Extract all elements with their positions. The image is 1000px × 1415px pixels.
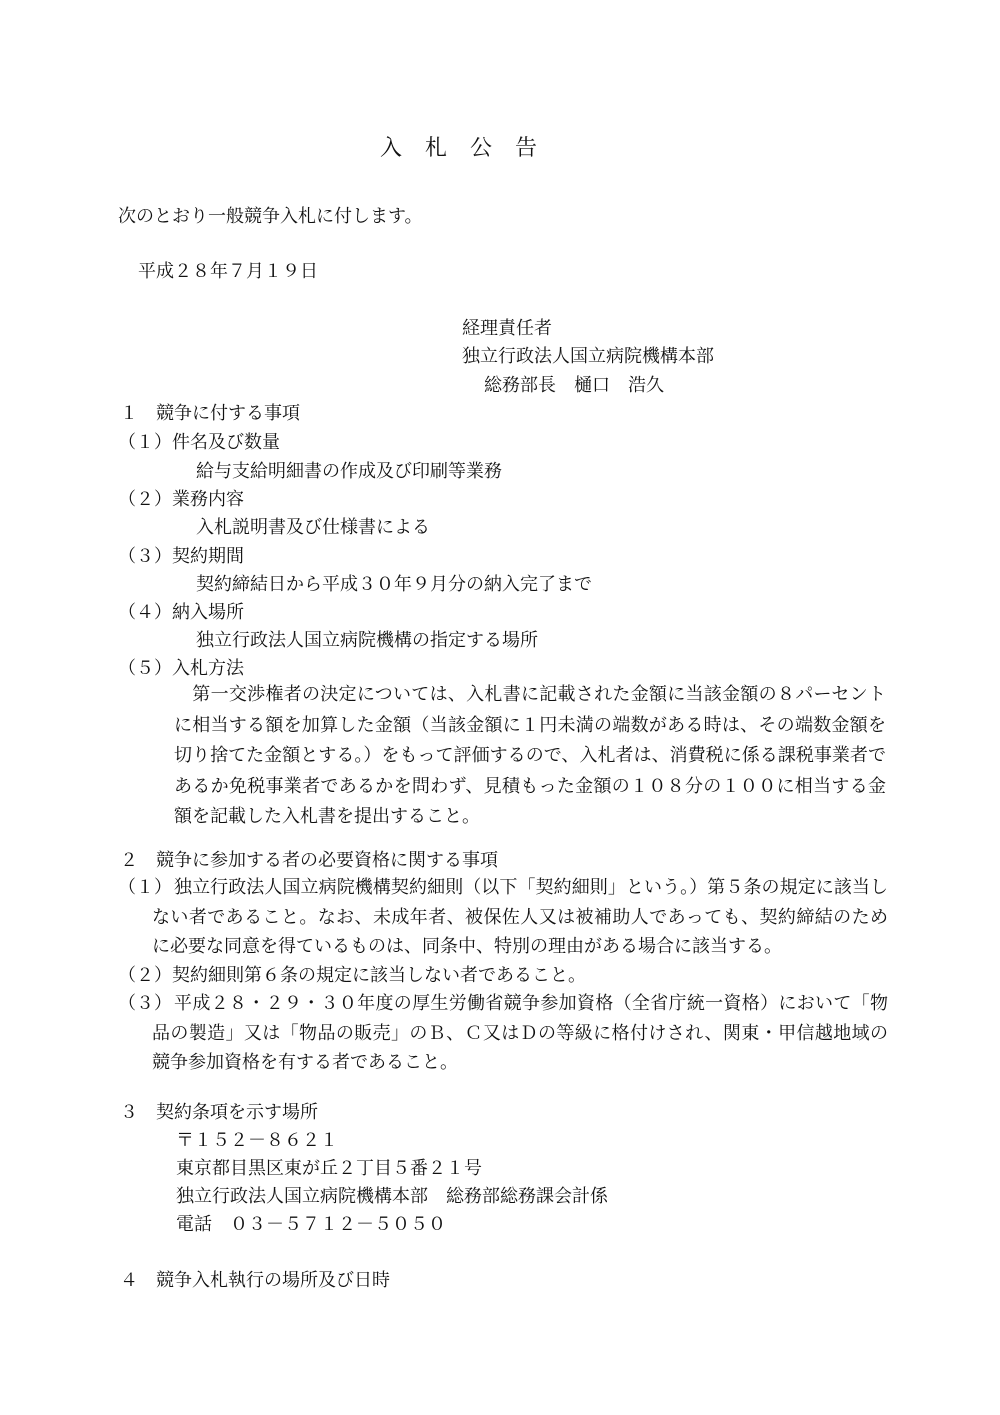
issuer-org: 独立行政法人国立病院機構本部 — [462, 346, 714, 367]
intro-text: 次のとおり一般競争入札に付します。 — [118, 206, 423, 227]
section-1-item-2-body: 入札説明書及び仕様書による — [196, 517, 430, 538]
section-1-item-1-label: （１）件名及び数量 — [118, 432, 280, 453]
section-2-heading: ２ 競争に参加する者の必要資格に関する事項 — [120, 850, 498, 871]
section-1-item-5-body: 第一交渉権者の決定については、入札書に記載された金額に当該金額の８パーセントに相当する額を加算した金額（当該金額に１円未満の端数がある時は、その端数金額を切り捨てた金額とする。）をもって評価するので、入札者は、消費税に係る課税事業者であるか免税事業者であるかを問わず、見積もった金額の１０８分の１００に相当する金額を記載した入札書を提出すること。 — [174, 684, 886, 827]
phone-number: 電話 ０３－５７１２－５０５０ — [176, 1214, 446, 1235]
section-2-item-2: （２）契約細則第６条の規定に該当しない者であること。 — [118, 965, 586, 986]
section-2-item-3-body: 平成２８・２９・３０年度の厚生労働省競争参加資格（全省庁統一資格）において「物品の製造」又は「物品の販売」のＢ、Ｃ又はＤの等級に格付けされ、関東・甲信越地域の競争参加資格を有する者であること。 — [152, 993, 888, 1073]
issuer-role: 経理責任者 — [462, 318, 552, 339]
section-1-item-4-label: （４）納入場所 — [118, 602, 244, 623]
office-name: 独立行政法人国立病院機構本部 総務部総務課会計係 — [176, 1186, 608, 1207]
section-1-item-2-label: （２）業務内容 — [118, 489, 244, 510]
section-2-item-1 — [118, 873, 888, 962]
issuer-person: 総務部長 樋口 浩久 — [484, 375, 664, 396]
document-title: 入 札 公 告 — [380, 136, 545, 161]
address: 東京都目黒区東が丘２丁目５番２１号 — [176, 1158, 482, 1179]
section-1-item-4-body: 独立行政法人国立病院機構の指定する場所 — [196, 630, 538, 651]
section-2-item-1-body: 独立行政法人国立病院機構契約細則（以下「契約細則」という。）第５条の規定に該当しない者であること。なお、未成年者、被保佐人又は被補助人であっても、契約締結のために必要な同意を得ているものは、同条中、特別の理由がある場合に該当する。 — [152, 877, 888, 957]
section-3-heading: ３ 契約条項を示す場所 — [120, 1102, 318, 1123]
section-1-item-3-label: （３）契約期間 — [118, 546, 244, 567]
section-1-item-5-label: （５）入札方法 — [118, 658, 244, 679]
section-1-item-3-body: 契約締結日から平成３０年９月分の納入完了まで — [196, 574, 592, 595]
postal-code: 〒１５２－８６２１ — [176, 1130, 338, 1151]
section-2-item-1-number: （１） — [118, 877, 172, 898]
section-2-item-3-number: （３） — [118, 993, 172, 1014]
notice-date: 平成２８年７月１９日 — [138, 261, 318, 282]
section-2-item-3 — [118, 989, 888, 1078]
section-4-heading: ４ 競争入札執行の場所及び日時 — [120, 1270, 390, 1291]
section-1-heading: １ 競争に付する事項 — [120, 403, 300, 424]
section-1-item-1-body: 給与支給明細書の作成及び印刷等業務 — [196, 461, 502, 482]
